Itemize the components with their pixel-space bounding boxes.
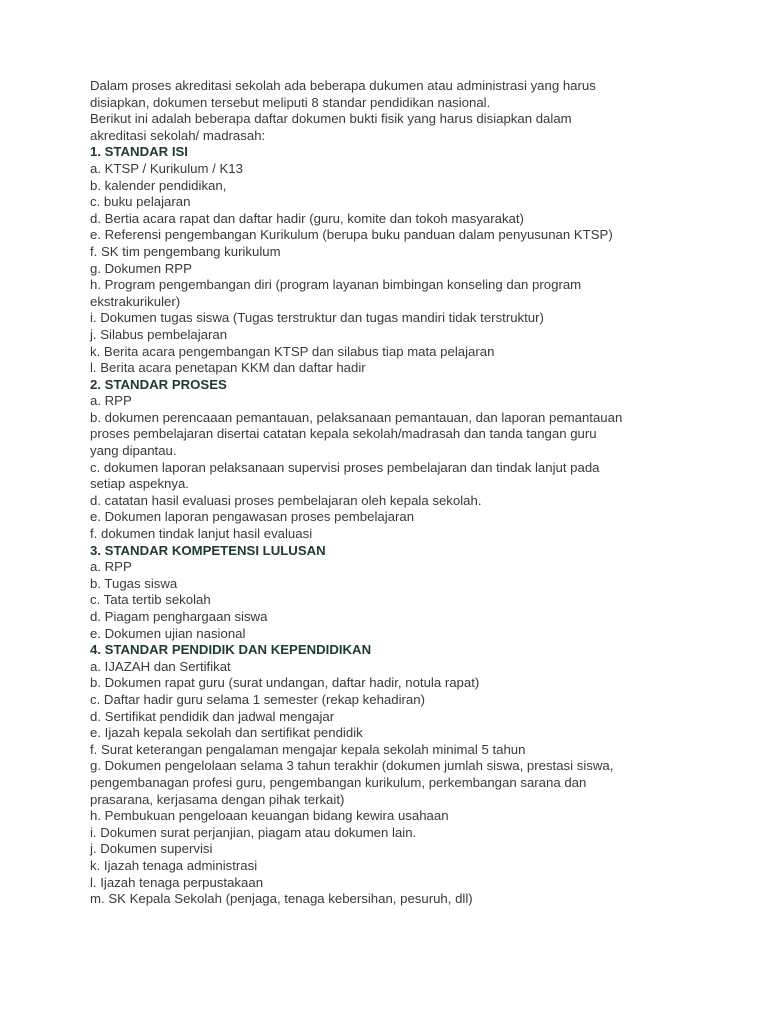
list-item: d. Piagam penghargaan siswa: [90, 609, 268, 624]
intro-line: akreditasi sekolah/ madrasah:: [90, 127, 266, 143]
list-item: k. Berita acara pengembangan KTSP dan silabus tiap mata pelajaran: [90, 343, 495, 359]
section-standar-kompetensi-lulusan: [90, 543, 690, 643]
list-item: h. Pembukuan pengeloaan keuangan bidang kewira usahaan: [90, 808, 449, 824]
list-item: ekstrakurikuler): [90, 293, 181, 309]
list-item: f. Surat keterangan pengalaman mengajar kepala sekolah minimal 5 tahun: [90, 741, 526, 757]
list-item: d. Sertifikat pendidik dan jadwal mengajar: [90, 708, 335, 724]
list-item: j. Silabus pembelajaran: [90, 326, 228, 342]
list-item: a. IJAZAH dan Sertifikat: [90, 658, 231, 674]
list-item: g. Dokumen pengelolaan selama 3 tahun terakhir (dokumen jumlah siswa, prestasi siswa,: [90, 758, 614, 774]
list-item: g. Dokumen RPP: [90, 260, 192, 276]
list-item: pengembanagan profesi guru, pengembangan kurikulum, perkembangan sarana dan: [90, 774, 587, 790]
list-item: b. dokumen perencaaan pemantauan, pelaksanaan pemantauan, dan laporan pemantauan: [90, 409, 623, 425]
intro-paragraph: [90, 78, 690, 144]
list-item: f. dokumen tindak lanjut hasil evaluasi: [90, 526, 313, 542]
list-item: yang dipantau.: [90, 443, 177, 459]
list-item: a. RPP: [90, 559, 132, 575]
list-item: e. Dokumen laporan pengawasan proses pembelajaran: [90, 509, 415, 525]
intro-line: Dalam proses akreditasi sekolah ada beberapa dukumen atau administrasi yang harus: [90, 78, 596, 93]
section-standar-pendidik: [90, 642, 690, 908]
section-heading: 3. STANDAR KOMPETENSI LULUSAN: [90, 542, 326, 558]
list-item: h. Program pengembangan diri (program layanan bimbingan konseling dan program: [90, 277, 582, 293]
list-item: i. Dokumen tugas siswa (Tugas terstruktur dan tugas mandiri tidak terstruktur): [90, 310, 544, 326]
section-standar-isi: [90, 144, 690, 376]
intro-line: Berikut ini adalah beberapa daftar dokumen bukti fisik yang harus disiapkan dalam: [90, 111, 572, 127]
list-item: i. Dokumen surat perjanjian, piagam atau dokumen lain.: [90, 824, 417, 840]
list-item: proses pembelajaran disertai catatan kepala sekolah/madrasah dan tanda tangan guru: [90, 426, 597, 442]
list-item: d. Bertia acara rapat dan daftar hadir (guru, komite dan tokoh masyarakat): [90, 210, 524, 226]
list-item: j. Dokumen supervisi: [90, 841, 213, 857]
list-item: a. RPP: [90, 393, 132, 409]
list-item: e. Dokumen ujian nasional: [90, 625, 246, 641]
section-standar-proses: [90, 377, 690, 543]
list-item: c. buku pelajaran: [90, 194, 191, 210]
list-item: setiap aspeknya.: [90, 476, 189, 492]
list-item: a. KTSP / Kurikulum / K13: [90, 160, 243, 176]
list-item: b. Dokumen rapat guru (surat undangan, daftar hadir, notula rapat): [90, 675, 480, 691]
list-item: e. Referensi pengembangan Kurikulum (berupa buku panduan dalam penyusunan KTSP): [90, 227, 613, 243]
list-item: k. Ijazah tenaga administrasi: [90, 857, 258, 873]
list-item: b. kalender pendidikan,: [90, 177, 227, 193]
list-item: e. Ijazah kepala sekolah dan sertifikat pendidik: [90, 725, 363, 741]
list-item: f. SK tim pengembang kurikulum: [90, 243, 281, 259]
list-item: c. Daftar hadir guru selama 1 semester (rekap kehadiran): [90, 691, 425, 707]
intro-line: disiapkan, dokumen tersebut meliputi 8 standar pendidikan nasional.: [90, 94, 491, 110]
section-heading: 2. STANDAR PROSES: [90, 376, 227, 392]
list-item: l. Berita acara penetapan KKM dan daftar hadir: [90, 360, 366, 376]
list-item: d. catatan hasil evaluasi proses pembelajaran oleh kepala sekolah.: [90, 492, 482, 508]
list-item: b. Tugas siswa: [90, 575, 178, 591]
list-item: l. Ijazah tenaga perpustakaan: [90, 874, 264, 890]
section-heading: 1. STANDAR ISI: [90, 144, 188, 160]
list-item: c. dokumen laporan pelaksanaan supervisi proses pembelajaran dan tindak lanjut pada: [90, 459, 600, 475]
list-item: m. SK Kepala Sekolah (penjaga, tenaga kebersihan, pesuruh, dll): [90, 891, 473, 907]
list-item: prasarana, kerjasama dengan pihak terkait): [90, 791, 345, 807]
list-item: c. Tata tertib sekolah: [90, 592, 211, 608]
section-heading: 4. STANDAR PENDIDIK DAN KEPENDIDIKAN: [90, 642, 372, 658]
document-page: [90, 78, 690, 908]
